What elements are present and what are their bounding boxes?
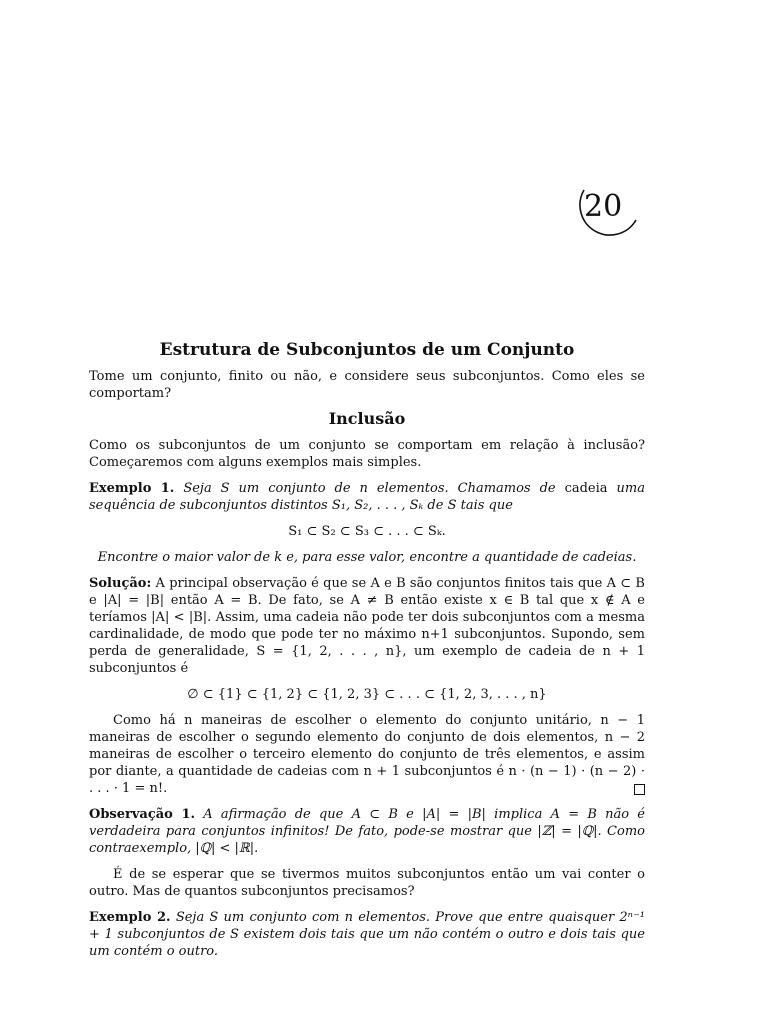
- chapter-number: 20: [584, 189, 623, 224]
- observation-1: [89, 806, 645, 857]
- example-2: [89, 909, 645, 960]
- solution-text-2: Como há n maneiras de escolher o elemento do conjunto unitário, n − 1 maneiras de escolher o segundo elemento do conjunto de dois elementos, n − 2 maneiras de escolher o terceiro elemento do conjunto de três elementos, e assim por diante, a quantidade de cadeias com n + 1 subconjuntos é n · (n − 1) · (n − 2) · . . . · 1 = n!.: [89, 713, 645, 796]
- section-heading: Inclusão: [328, 409, 406, 428]
- solution-text: A principal observação é que se A e B são conjuntos finitos tais que A ⊂ B e |A| = |B| então A = B. De fato, se A ≠ B então existe x ∈ B tal que x ∉ A e teríamos |A| < |B|. Assim, uma cadeia não pode ter dois subconjuntos com a mesma cardinalidade, de modo que pode ter no máximo n+1 subconjuntos. Supondo, sem perda de generalidade, S = {1, 2, . . . , n}, um exemplo de cadeia de n + 1 subconjuntos é: [89, 576, 645, 676]
- chapter-number-mark: [570, 180, 650, 250]
- qed-icon: [634, 784, 645, 795]
- page-title: Estrutura de Subconjuntos de um Conjunto: [159, 340, 575, 360]
- intro-paragraph: Tome um conjunto, finito ou não, e considere seus subconjuntos. Como eles se comportam?: [89, 369, 645, 401]
- example-2-label: Exemplo 2.: [89, 910, 171, 925]
- example-2-text: Seja S um conjunto com n elementos. Prove que entre quaisquer 2ⁿ⁻¹ + 1 subconjuntos de S existem dois tais que um não contém o outro e dois tais que um contém o outro.: [89, 910, 646, 959]
- page-content: [89, 340, 645, 960]
- example-1-text-b: uma sequência de subconjuntos distintos S₁, S₂, . . . , Sₖ de S tais que: [89, 481, 645, 513]
- example-1-text-a: Seja S um conjunto de n elementos. Chamamos de: [183, 481, 556, 496]
- solution-display: ∅ ⊂ {1} ⊂ {1, 2} ⊂ {1, 2, 3} ⊂ . . . ⊂ {1, 2, 3, . . . , n}: [187, 687, 547, 702]
- example-1-label: Exemplo 1.: [89, 481, 175, 496]
- example-1: [89, 480, 645, 514]
- observation-1-text: A afirmação de que A ⊂ B e |A| = |B| implica A = B não é verdadeira para conjuntos infinitos! De fato, pode-se mostrar que |ℤ| = |ℚ|. Como contraexemplo, |ℚ| < |ℝ|.: [89, 807, 645, 856]
- example-1-display: S₁ ⊂ S₂ ⊂ S₃ ⊂ . . . ⊂ Sₖ.: [288, 524, 446, 539]
- paragraph-2: É de se esperar que se tivermos muitos subconjuntos então um vai conter o outro. Mas de quantos subconjuntos precisamos?: [89, 867, 645, 899]
- paragraph-1: Como os subconjuntos de um conjunto se comportam em relação à inclusão? Começaremos com alguns exemplos mais simples.: [89, 438, 645, 470]
- example-1-term: cadeia: [564, 481, 608, 496]
- example-1-question: Encontre o maior valor de k e, para esse valor, encontre a quantidade de cadeias.: [97, 550, 637, 565]
- solution: [89, 575, 645, 677]
- observation-1-label: Observação 1.: [89, 807, 196, 822]
- solution-label: Solução:: [89, 576, 152, 591]
